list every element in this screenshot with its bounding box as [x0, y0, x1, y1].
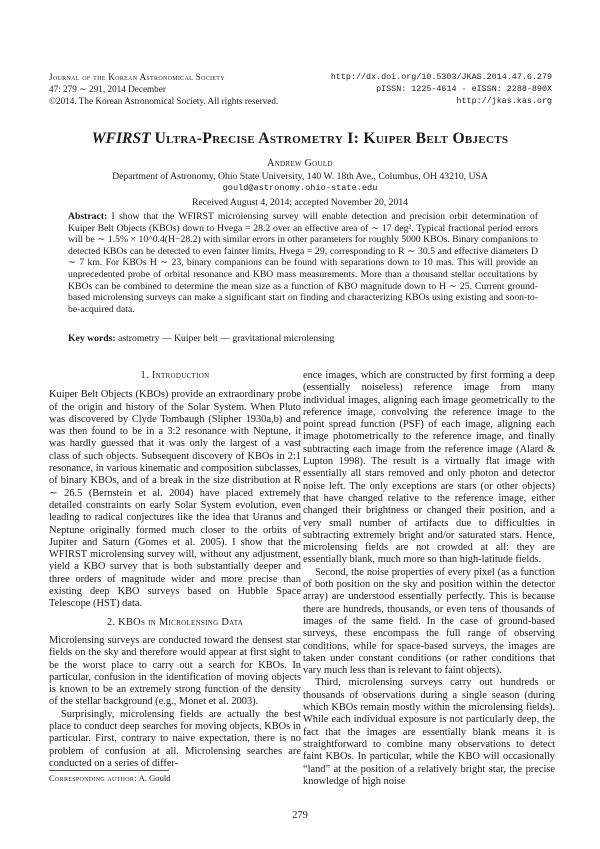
journal-name: Journal of the Korean Astronomical Society	[49, 72, 225, 82]
title-italic: WFIRST	[91, 130, 151, 147]
right-paragraph-3: Third, microlensing surveys carry out hundreds or thousands of observations during a single season (during which KBOs remain mostly within the microlensing fields). While each individual exposure is not particularly deep, the fact that the images are essentially blank means it is straightforward to combine many observations to detect faint KBOs. In particular, while the KBO will occasionally “land” at the position of a relatively bright star, the precise knowledge of high noise	[303, 677, 555, 787]
footnote-author: A. Gould	[138, 773, 171, 783]
abstract	[68, 211, 538, 315]
section-2-title: 2. KBOs in Microlensing Data	[106, 616, 244, 628]
page-number: 279	[292, 810, 308, 821]
doi-link[interactable]: http://dx.doi.org/10.5303/JKAS.2014.47.6.279	[330, 72, 552, 82]
intro-paragraph: Kuiper Belt Objects (KBOs) provide an extraordinary probe of the origin and history of the Solar System. When Pluto was discovered by Clyde Tombaugh (Slipher 1930a,b) and was then found to be in a 3:2 resonance with Neptune, it was hardly guessed that it was only the largest of a vast class of such objects. Subsequent discovery of KBOs in 2:1 resonance, in various kinematic and composition subclasses, of binary KBOs, and of a break in the size distribution at R ∼ 26.5 (Bernstein et al. 2004) have placed extremely detailed constraints on early Solar System evolution, even leading to radical conjectures like the idea that Uranus and Neptune originally formed much closer to the orbits of Jupiter and Saturn (Gomes et al. 2005). I show that the WFIRST microlensing survey will, without any adjustment, yield a KBO survey that is both substantially deeper and three orders of magnitude wider and more precise than existing deep KBO surveys based on Hubble Space Telescope (HST) data.	[49, 389, 301, 610]
author-name: Andrew Gould	[267, 158, 333, 169]
email-link[interactable]: gould@astronomy.ohio-state.edu	[222, 183, 378, 193]
volume-line: 47: 279 ∼ 291, 2014 December	[49, 84, 166, 94]
doi-header	[331, 71, 552, 107]
footnote-rule	[49, 770, 169, 771]
section-2-paragraph-1: Microlensing surveys are conducted toward the densest star fields on the sky and therefore would appear at first sight to be the worst place to carry out a search for KBOs. In particular, confusion in the identification of moving objects is known to be an extremely strong function of the density of the stellar background (e.g., Monet et al. 2003).	[49, 634, 301, 708]
keywords	[68, 333, 538, 344]
right-paragraph-1: ence images, which are constructed by first forming a deep (essentially noiseless) reference image from many individual images, aligning each image geometrically to the reference image, convolving the reference image to the point spread function (PSF) of each image, aligning each image photometrically to the reference image, and finally subtracting each image from the reference image (Alard & Lupton 1998). The result is a virtually flat image with essentially all stars removed and only photon and detector noise left. The only exceptions are stars (or other objects) that have changed relative to the reference image, either changed their brightness or changed their position, and a very small number of artifacts due to difficulties in subtracting extremely bright and/or saturated stars. Hence, microlensing fields are not crowded at all: they are essentially blank, much more so than high-latitude fields.	[303, 370, 555, 566]
right-paragraph-2: Second, the noise properties of every pixel (as a function of both position on the sky and position within the detector array) are understood essentially perfectly. This is because there are hundreds, thousands, or even tens of thousands of images of the same field. In the case of ground-based surveys, these encompass the full range of observing conditions, while for space-based surveys, the images are taken under constant conditions (or rather conditions that vary much less than is relevant to faint objects).	[303, 566, 555, 677]
left-column	[49, 370, 301, 770]
footnote-label: Corresponding author:	[49, 773, 137, 783]
abstract-label: Abstract:	[68, 211, 108, 222]
site-link[interactable]: http://jkas.kas.org	[456, 96, 552, 106]
right-column	[303, 370, 555, 788]
keywords-text: astrometry — Kuiper belt — gravitational microlensing	[118, 333, 335, 344]
received-dates: Received August 4, 2014; accepted November 20, 2014	[191, 197, 409, 208]
title-rest: Ultra-Precise Astrometry I: Kuiper Belt Objects	[154, 130, 509, 147]
keywords-label: Key words:	[68, 333, 116, 344]
section-2-paragraph-2: Surprisingly, microlensing fields are actually the best place to conduct deep searches for moving objects, KBOs in particular. First, contrary to naive expectation, there is no problem of confusion at all. Microlensing searches are conducted on a series of differ-	[49, 708, 301, 769]
journal-header	[49, 71, 278, 107]
issn-line: pISSN: 1225-4614 · eISSN: 2288-890X	[376, 84, 552, 94]
abstract-text: I show that the WFIRST microlensing survey will enable detection and precision orbit determination of Kuiper Belt Objects (KBOs) down to Hvega = 28.2 over an effective area of ∼ 17 deg². Typical fractional period errors will be ∼ 1.5% × 10^0.4(H−28.2) with similar errors in other parameters for roughly 5000 KBOs. Binary companions to detected KBOs can be detected to even fainter limits, Hvega = 29, corresponding to R ∼ 30.5 and effective diameters D ∼ 7 km. For KBOs H ∼ 23, binary companions can be found with separations down to 10 mas. This will provide an unprecedented probe of orbital resonance and KBO mass measurements. More than a thousand stellar occultations by KBOs can be combined to determine the mean size as a function of KBO magnitude down to H ∼ 25. Current ground-based microlensing surveys can make a significant start on finding and characterizing KBOs using existing and soon-to-be-acquired data.	[68, 211, 538, 315]
section-1-title: 1. Introduction	[140, 370, 210, 381]
affiliation: Department of Astronomy, Ohio State University, 140 W. 18th Ave., Columbus, OH 43210, USA	[112, 171, 488, 182]
copyright-line: ©2014. The Korean Astronomical Society. All rights reserved.	[49, 96, 279, 106]
paper-title	[40, 130, 560, 148]
footnote	[49, 773, 171, 783]
